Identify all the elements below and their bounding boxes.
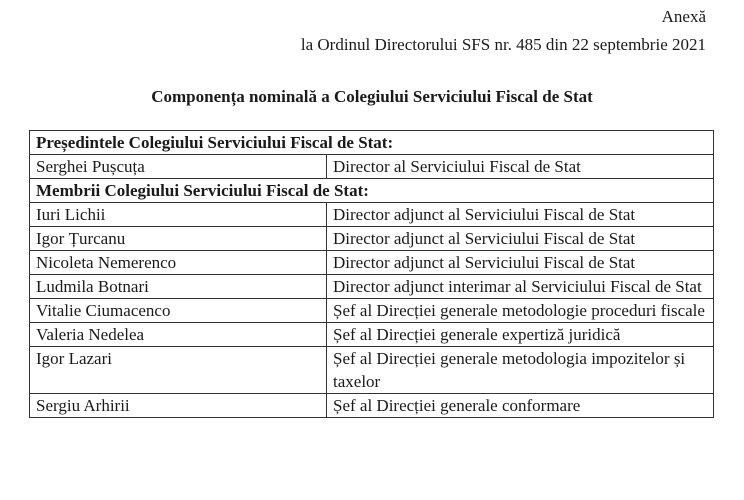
table-row [30, 227, 714, 251]
document-title: Componența nominală a Colegiului Serviciului Fiscal de Stat [151, 87, 593, 106]
table-row [30, 347, 714, 394]
section-heading-members: Membrii Colegiului Serviciului Fiscal de Stat: [30, 179, 714, 203]
table-row [30, 203, 714, 227]
member-name: Vitalie Ciumacenco [30, 299, 327, 323]
member-name: Igor Țurcanu [30, 227, 327, 251]
order-reference: la Ordinul Directorului SFS nr. 485 din 22 septembrie 2021 [300, 35, 706, 54]
table-row [30, 251, 714, 275]
table-row [30, 155, 714, 179]
composition-table [29, 130, 714, 418]
section-row-members [30, 179, 714, 203]
table-row [30, 394, 714, 418]
section-row-president [30, 131, 714, 155]
table-row [30, 299, 714, 323]
annex-label: Anexă [661, 7, 706, 26]
member-name: Iuri Lichii [30, 203, 327, 227]
member-position: Șef al Direcției generale expertiză juridică [327, 323, 714, 347]
table-row [30, 275, 714, 299]
member-name: Igor Lazari [30, 347, 327, 394]
section-heading-president: Președintele Colegiului Serviciului Fiscal de Stat: [30, 131, 714, 155]
member-name: Nicoleta Nemerenco [30, 251, 327, 275]
member-position: Director adjunct al Serviciului Fiscal de Stat [327, 227, 714, 251]
member-position: Șef al Direcției generale metodologia impozitelor și taxelor [327, 347, 714, 394]
member-name: Ludmila Botnari [30, 275, 327, 299]
member-name: Serghei Pușcuța [30, 155, 327, 179]
member-position: Director adjunct al Serviciului Fiscal de Stat [327, 203, 714, 227]
member-position: Director adjunct al Serviciului Fiscal de Stat [327, 251, 714, 275]
member-position: Director al Serviciului Fiscal de Stat [327, 155, 714, 179]
member-position: Șef al Direcției generale conformare [327, 394, 714, 418]
member-name: Valeria Nedelea [30, 323, 327, 347]
member-position: Director adjunct interimar al Serviciului Fiscal de Stat [327, 275, 714, 299]
table-row [30, 323, 714, 347]
member-position: Șef al Direcției generale metodologie proceduri fiscale [327, 299, 714, 323]
member-name: Sergiu Arhirii [30, 394, 327, 418]
